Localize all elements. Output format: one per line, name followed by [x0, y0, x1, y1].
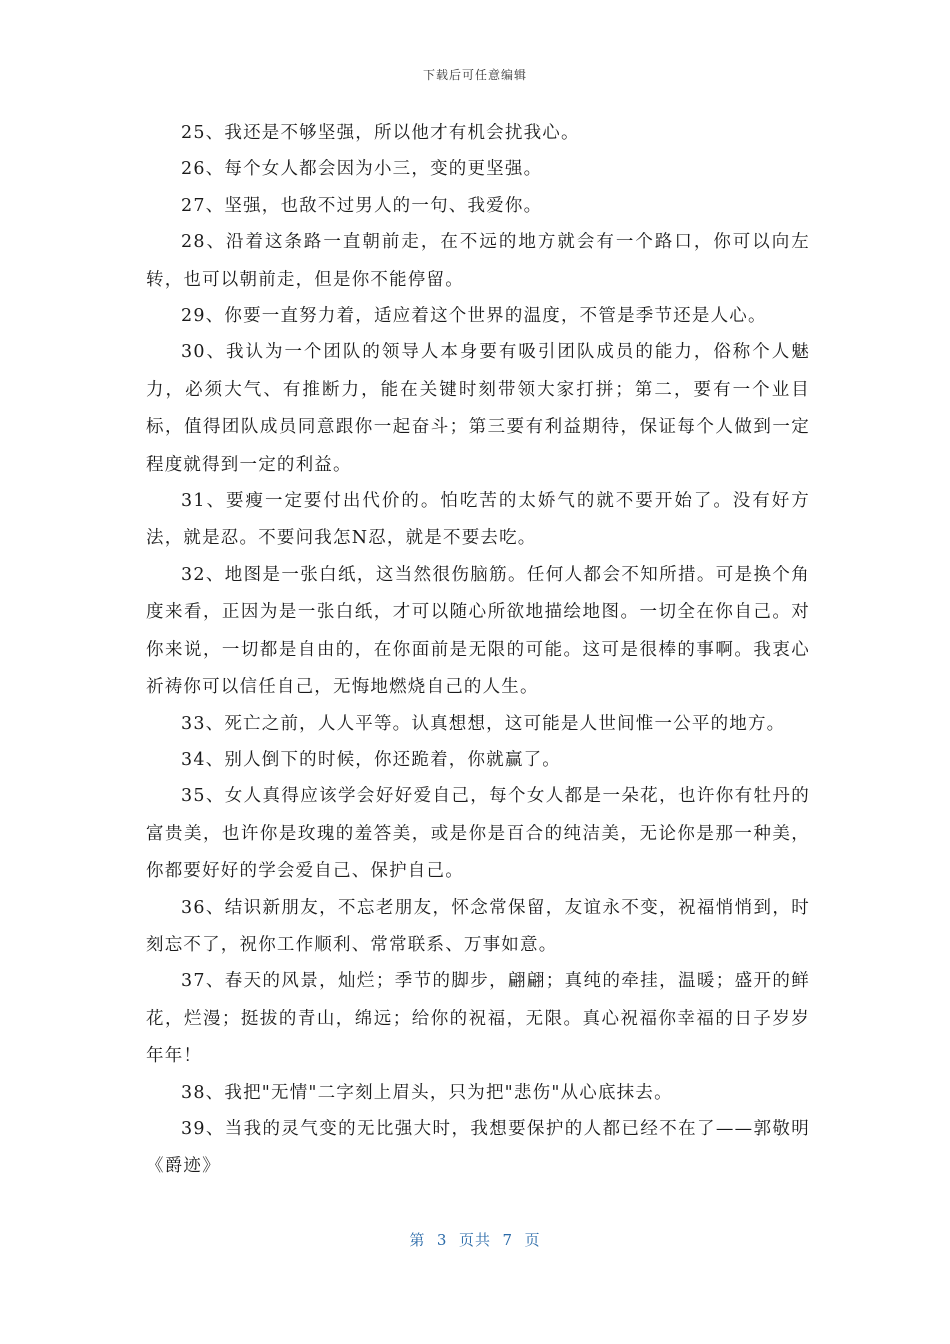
paragraph-32: 32、地图是一张白纸，这当然很伤脑筋。任何人都会不知所措。可是换个角度来看，正因为是一张白纸，才可以随心所欲地描绘地图。一切全在你自己。对你来说，一切都是自由的，在你面前是无限的可能。这可是很棒的事啊。我衷心祈祷你可以信任自己，无悔地燃烧自己的人生。: [146, 564, 810, 698]
paragraph-31: 31、要瘦一定要付出代价的。怕吃苦的太娇气的就不要开始了。没有好方法，就是忍。不要问我怎N忍，就是不要去吃。: [146, 491, 810, 549]
paragraph-37: 37、春天的风景，灿烂；季节的脚步，翩翩；真纯的牵挂，温暖；盛开的鲜花，烂漫；挺拔的青山，绵远；给你的祝福，无限。真心祝福你幸福的日子岁岁年年！: [146, 971, 810, 1067]
paragraph-30: 30、我认为一个团队的领导人本身要有吸引团队成员的能力，俗称个人魅力，必须大气、有推断力，能在关键时刻带领大家打拼；第二，要有一个业目标，值得团队成员同意跟你一起奋斗；第三要有利益期待，保证每个人做到一定程度就得到一定的利益。: [146, 342, 810, 475]
document-body: [146, 115, 810, 1185]
paragraph-33: 33、死亡之前，人人平等。认真想想，这可能是人世间惟一公平的地方。: [181, 713, 786, 734]
paragraph-25: 25、我还是不够坚强，所以他才有机会扰我心。: [181, 123, 580, 143]
paragraph-39: 39、当我的灵气变的无比强大时，我想要保护的人都已经不在了——郭敬明《爵迹》: [146, 1118, 810, 1177]
paragraph-26: 26、每个女人都会因为小三，变的更坚强。: [181, 159, 543, 180]
paragraph-29: 29、你要一直努力着，适应着这个世界的温度，不管是季节还是人心。: [181, 306, 767, 327]
paragraph-36: 36、结识新朋友，不忘老朋友，怀念常保留，友谊永不变，祝福悄悄到，时刻忘不了，祝你工作顺利、常常联系、万事如意。: [146, 897, 810, 955]
paragraph-35: 35、女人真得应该学会好好爱自己，每个女人都是一朵花，也许你有牡丹的富贵美，也许你是玫瑰的羞答美，或是你是百合的纯洁美，无论你是那一种美，你都要好好的学会爱自己、保护自己。: [146, 786, 810, 882]
paragraph-28: 28、沿着这条路一直朝前走，在不远的地方就会有一个路口，你可以向左转，也可以朝前走，但是你不能停留。: [146, 232, 810, 290]
page-number-footer: 第 3 页共 7 页: [409, 1231, 541, 1249]
paragraph-27: 27、坚强，也敌不过男人的一句、我爱你。: [181, 195, 543, 216]
paragraph-34: 34、别人倒下的时候，你还跪着，你就赢了。: [181, 749, 561, 770]
page-header: 下载后可任意编辑: [422, 68, 527, 82]
paragraph-38: 38、我把"无情"二字刻上眉头，只为把"悲伤"从心底抹去。: [181, 1082, 673, 1103]
